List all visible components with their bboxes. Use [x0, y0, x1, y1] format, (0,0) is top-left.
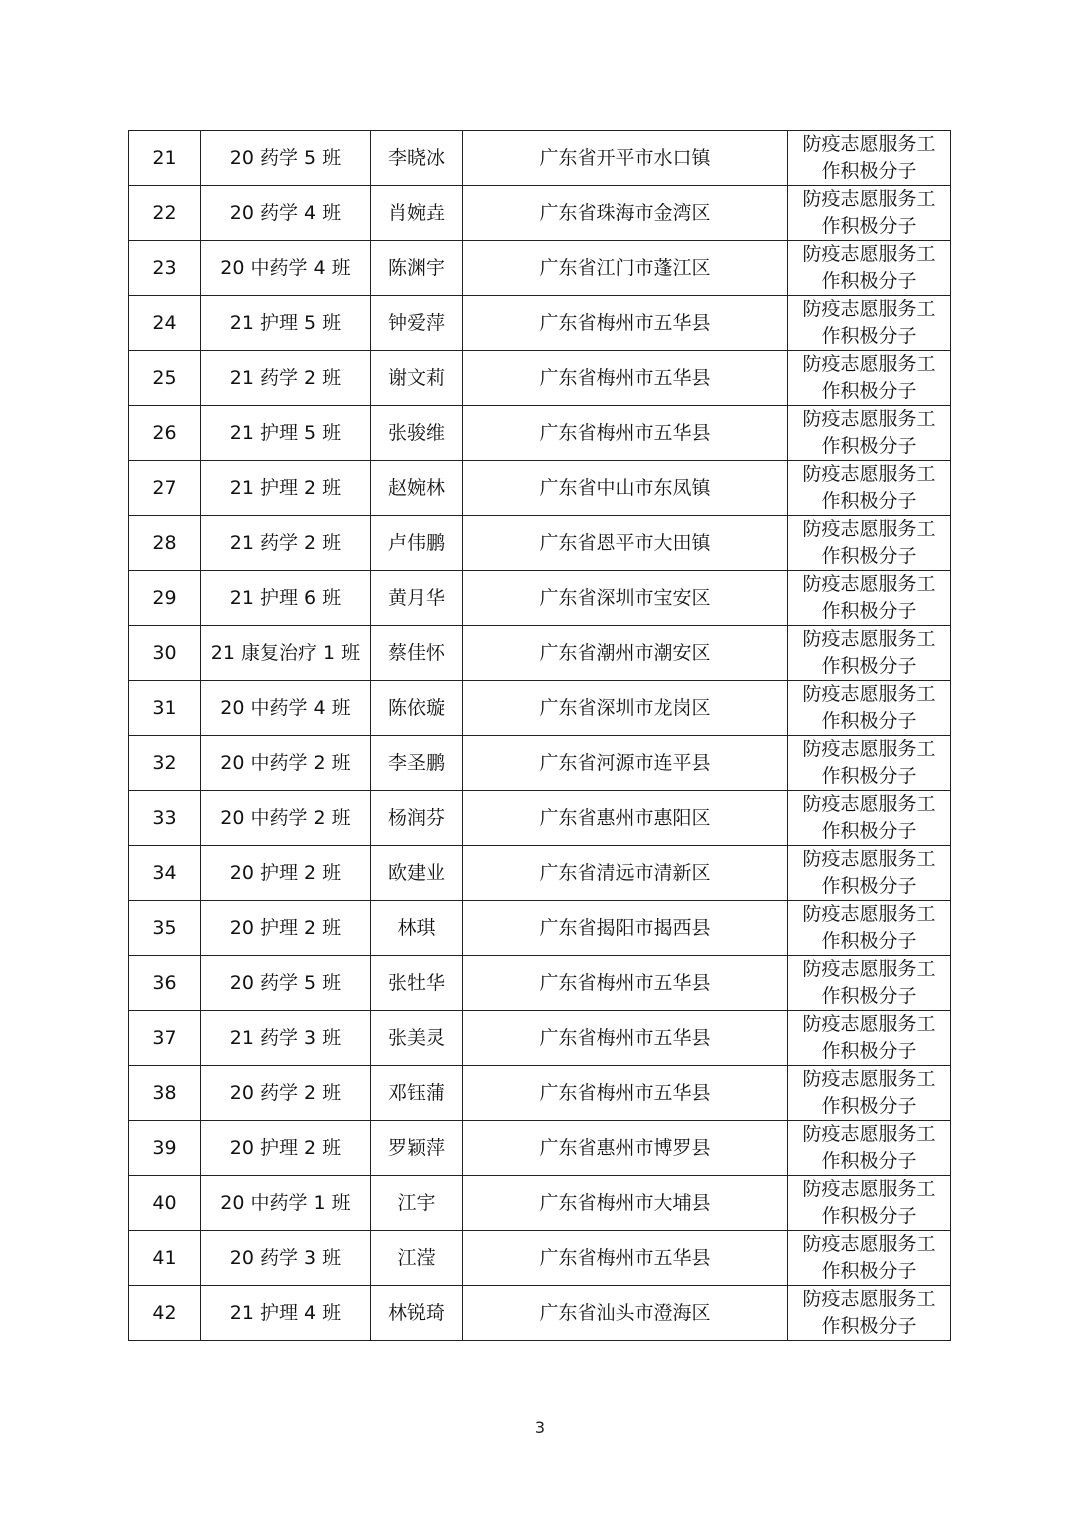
cell-location: 广东省惠州市惠阳区	[463, 791, 788, 846]
award-text: 防疫志愿服务工作积极分子	[802, 1013, 936, 1062]
award-text: 防疫志愿服务工作积极分子	[802, 518, 936, 567]
cell-number: 29	[129, 571, 201, 626]
cell-location: 广东省梅州市五华县	[463, 296, 788, 351]
cell-location: 广东省梅州市大埔县	[463, 1176, 788, 1231]
cell-name: 赵婉林	[371, 461, 463, 516]
award-text: 防疫志愿服务工作积极分子	[802, 1123, 936, 1172]
cell-location: 广东省梅州市五华县	[463, 1066, 788, 1121]
cell-award	[788, 846, 951, 901]
cell-award	[788, 241, 951, 296]
cell-number: 40	[129, 1176, 201, 1231]
table-row	[129, 681, 951, 736]
cell-class: 20 护理 2 班	[201, 1121, 371, 1176]
cell-name: 李晓冰	[371, 131, 463, 186]
volunteer-roster-table	[128, 130, 951, 1341]
cell-award	[788, 626, 951, 681]
cell-number: 36	[129, 956, 201, 1011]
cell-number: 28	[129, 516, 201, 571]
cell-class: 21 护理 4 班	[201, 1286, 371, 1341]
cell-award	[788, 351, 951, 406]
table-row	[129, 1286, 951, 1341]
cell-name: 林琪	[371, 901, 463, 956]
table-row	[129, 571, 951, 626]
cell-location: 广东省潮州市潮安区	[463, 626, 788, 681]
table-row	[129, 956, 951, 1011]
cell-class: 21 护理 5 班	[201, 406, 371, 461]
cell-award	[788, 406, 951, 461]
cell-number: 24	[129, 296, 201, 351]
table-row	[129, 626, 951, 681]
cell-class: 21 药学 2 班	[201, 516, 371, 571]
award-text: 防疫志愿服务工作积极分子	[802, 793, 936, 842]
award-text: 防疫志愿服务工作积极分子	[802, 738, 936, 787]
cell-location: 广东省梅州市五华县	[463, 406, 788, 461]
award-text: 防疫志愿服务工作积极分子	[802, 243, 936, 292]
cell-number: 42	[129, 1286, 201, 1341]
cell-award	[788, 296, 951, 351]
cell-name: 欧建业	[371, 846, 463, 901]
cell-award	[788, 681, 951, 736]
cell-award	[788, 1066, 951, 1121]
award-text: 防疫志愿服务工作积极分子	[802, 683, 936, 732]
award-text: 防疫志愿服务工作积极分子	[802, 133, 936, 182]
award-text: 防疫志愿服务工作积极分子	[802, 848, 936, 897]
cell-name: 卢伟鹏	[371, 516, 463, 571]
table-row	[129, 846, 951, 901]
cell-number: 33	[129, 791, 201, 846]
table-row	[129, 791, 951, 846]
cell-class: 20 中药学 1 班	[201, 1176, 371, 1231]
table-row	[129, 186, 951, 241]
cell-class: 21 护理 5 班	[201, 296, 371, 351]
cell-location: 广东省深圳市龙岗区	[463, 681, 788, 736]
cell-award	[788, 516, 951, 571]
cell-award	[788, 131, 951, 186]
cell-award	[788, 1231, 951, 1286]
cell-class: 20 中药学 4 班	[201, 241, 371, 296]
table-row	[129, 351, 951, 406]
cell-class: 20 药学 5 班	[201, 131, 371, 186]
table-row	[129, 736, 951, 791]
cell-class: 20 药学 3 班	[201, 1231, 371, 1286]
cell-class: 21 药学 2 班	[201, 351, 371, 406]
cell-location: 广东省中山市东凤镇	[463, 461, 788, 516]
cell-number: 38	[129, 1066, 201, 1121]
cell-class: 20 中药学 2 班	[201, 791, 371, 846]
table-row	[129, 241, 951, 296]
cell-number: 23	[129, 241, 201, 296]
cell-class: 20 护理 2 班	[201, 846, 371, 901]
cell-award	[788, 1121, 951, 1176]
cell-location: 广东省梅州市五华县	[463, 1011, 788, 1066]
cell-name: 黄月华	[371, 571, 463, 626]
table-row	[129, 296, 951, 351]
award-text: 防疫志愿服务工作积极分子	[802, 1288, 936, 1337]
table-row	[129, 1066, 951, 1121]
award-text: 防疫志愿服务工作积极分子	[802, 903, 936, 952]
award-text: 防疫志愿服务工作积极分子	[802, 188, 936, 237]
cell-number: 37	[129, 1011, 201, 1066]
cell-class: 20 护理 2 班	[201, 901, 371, 956]
cell-class: 20 中药学 4 班	[201, 681, 371, 736]
table-row	[129, 901, 951, 956]
cell-location: 广东省梅州市五华县	[463, 1231, 788, 1286]
cell-location: 广东省揭阳市揭西县	[463, 901, 788, 956]
cell-number: 30	[129, 626, 201, 681]
cell-number: 31	[129, 681, 201, 736]
cell-name: 张骏维	[371, 406, 463, 461]
table-row	[129, 1176, 951, 1231]
cell-number: 34	[129, 846, 201, 901]
cell-name: 张美灵	[371, 1011, 463, 1066]
cell-award	[788, 791, 951, 846]
cell-name: 李圣鹏	[371, 736, 463, 791]
cell-location: 广东省梅州市五华县	[463, 956, 788, 1011]
award-text: 防疫志愿服务工作积极分子	[802, 573, 936, 622]
cell-location: 广东省深圳市宝安区	[463, 571, 788, 626]
cell-class: 20 药学 5 班	[201, 956, 371, 1011]
cell-number: 25	[129, 351, 201, 406]
cell-class: 20 药学 4 班	[201, 186, 371, 241]
table-row	[129, 461, 951, 516]
cell-number: 27	[129, 461, 201, 516]
cell-location: 广东省珠海市金湾区	[463, 186, 788, 241]
page-number: 3	[534, 1418, 546, 1437]
award-text: 防疫志愿服务工作积极分子	[802, 1068, 936, 1117]
award-text: 防疫志愿服务工作积极分子	[802, 628, 936, 677]
cell-name: 谢文莉	[371, 351, 463, 406]
award-text: 防疫志愿服务工作积极分子	[802, 298, 936, 347]
cell-class: 21 药学 3 班	[201, 1011, 371, 1066]
cell-name: 江宇	[371, 1176, 463, 1231]
award-text: 防疫志愿服务工作积极分子	[802, 463, 936, 512]
cell-class: 20 药学 2 班	[201, 1066, 371, 1121]
cell-location: 广东省惠州市博罗县	[463, 1121, 788, 1176]
cell-location: 广东省开平市水口镇	[463, 131, 788, 186]
cell-name: 陈渊宇	[371, 241, 463, 296]
table-row	[129, 516, 951, 571]
cell-class: 21 康复治疗 1 班	[201, 626, 371, 681]
cell-award	[788, 571, 951, 626]
table-row	[129, 1121, 951, 1176]
award-text: 防疫志愿服务工作积极分子	[802, 1178, 936, 1227]
cell-location: 广东省清远市清新区	[463, 846, 788, 901]
award-text: 防疫志愿服务工作积极分子	[802, 958, 936, 1007]
cell-name: 钟爱萍	[371, 296, 463, 351]
cell-award	[788, 956, 951, 1011]
roster-table-body	[129, 131, 951, 1341]
cell-name: 张牡华	[371, 956, 463, 1011]
cell-class: 21 护理 2 班	[201, 461, 371, 516]
cell-number: 21	[129, 131, 201, 186]
cell-name: 林锐琦	[371, 1286, 463, 1341]
cell-name: 杨润芬	[371, 791, 463, 846]
cell-award	[788, 736, 951, 791]
cell-name: 罗颖萍	[371, 1121, 463, 1176]
table-row	[129, 1231, 951, 1286]
cell-location: 广东省汕头市澄海区	[463, 1286, 788, 1341]
award-text: 防疫志愿服务工作积极分子	[802, 1233, 936, 1282]
award-text: 防疫志愿服务工作积极分子	[802, 408, 936, 457]
cell-award	[788, 1176, 951, 1231]
cell-number: 26	[129, 406, 201, 461]
cell-number: 22	[129, 186, 201, 241]
cell-class: 20 中药学 2 班	[201, 736, 371, 791]
table-row	[129, 406, 951, 461]
cell-award	[788, 1011, 951, 1066]
cell-name: 蔡佳怀	[371, 626, 463, 681]
cell-number: 41	[129, 1231, 201, 1286]
cell-location: 广东省梅州市五华县	[463, 351, 788, 406]
cell-number: 35	[129, 901, 201, 956]
cell-name: 江滢	[371, 1231, 463, 1286]
cell-class: 21 护理 6 班	[201, 571, 371, 626]
cell-award	[788, 1286, 951, 1341]
cell-award	[788, 461, 951, 516]
cell-award	[788, 186, 951, 241]
cell-location: 广东省河源市连平县	[463, 736, 788, 791]
cell-name: 肖婉垚	[371, 186, 463, 241]
cell-award	[788, 901, 951, 956]
cell-number: 32	[129, 736, 201, 791]
award-text: 防疫志愿服务工作积极分子	[802, 353, 936, 402]
cell-number: 39	[129, 1121, 201, 1176]
table-row	[129, 1011, 951, 1066]
table-row	[129, 131, 951, 186]
cell-location: 广东省恩平市大田镇	[463, 516, 788, 571]
cell-name: 陈依璇	[371, 681, 463, 736]
cell-location: 广东省江门市蓬江区	[463, 241, 788, 296]
cell-name: 邓钰蒲	[371, 1066, 463, 1121]
